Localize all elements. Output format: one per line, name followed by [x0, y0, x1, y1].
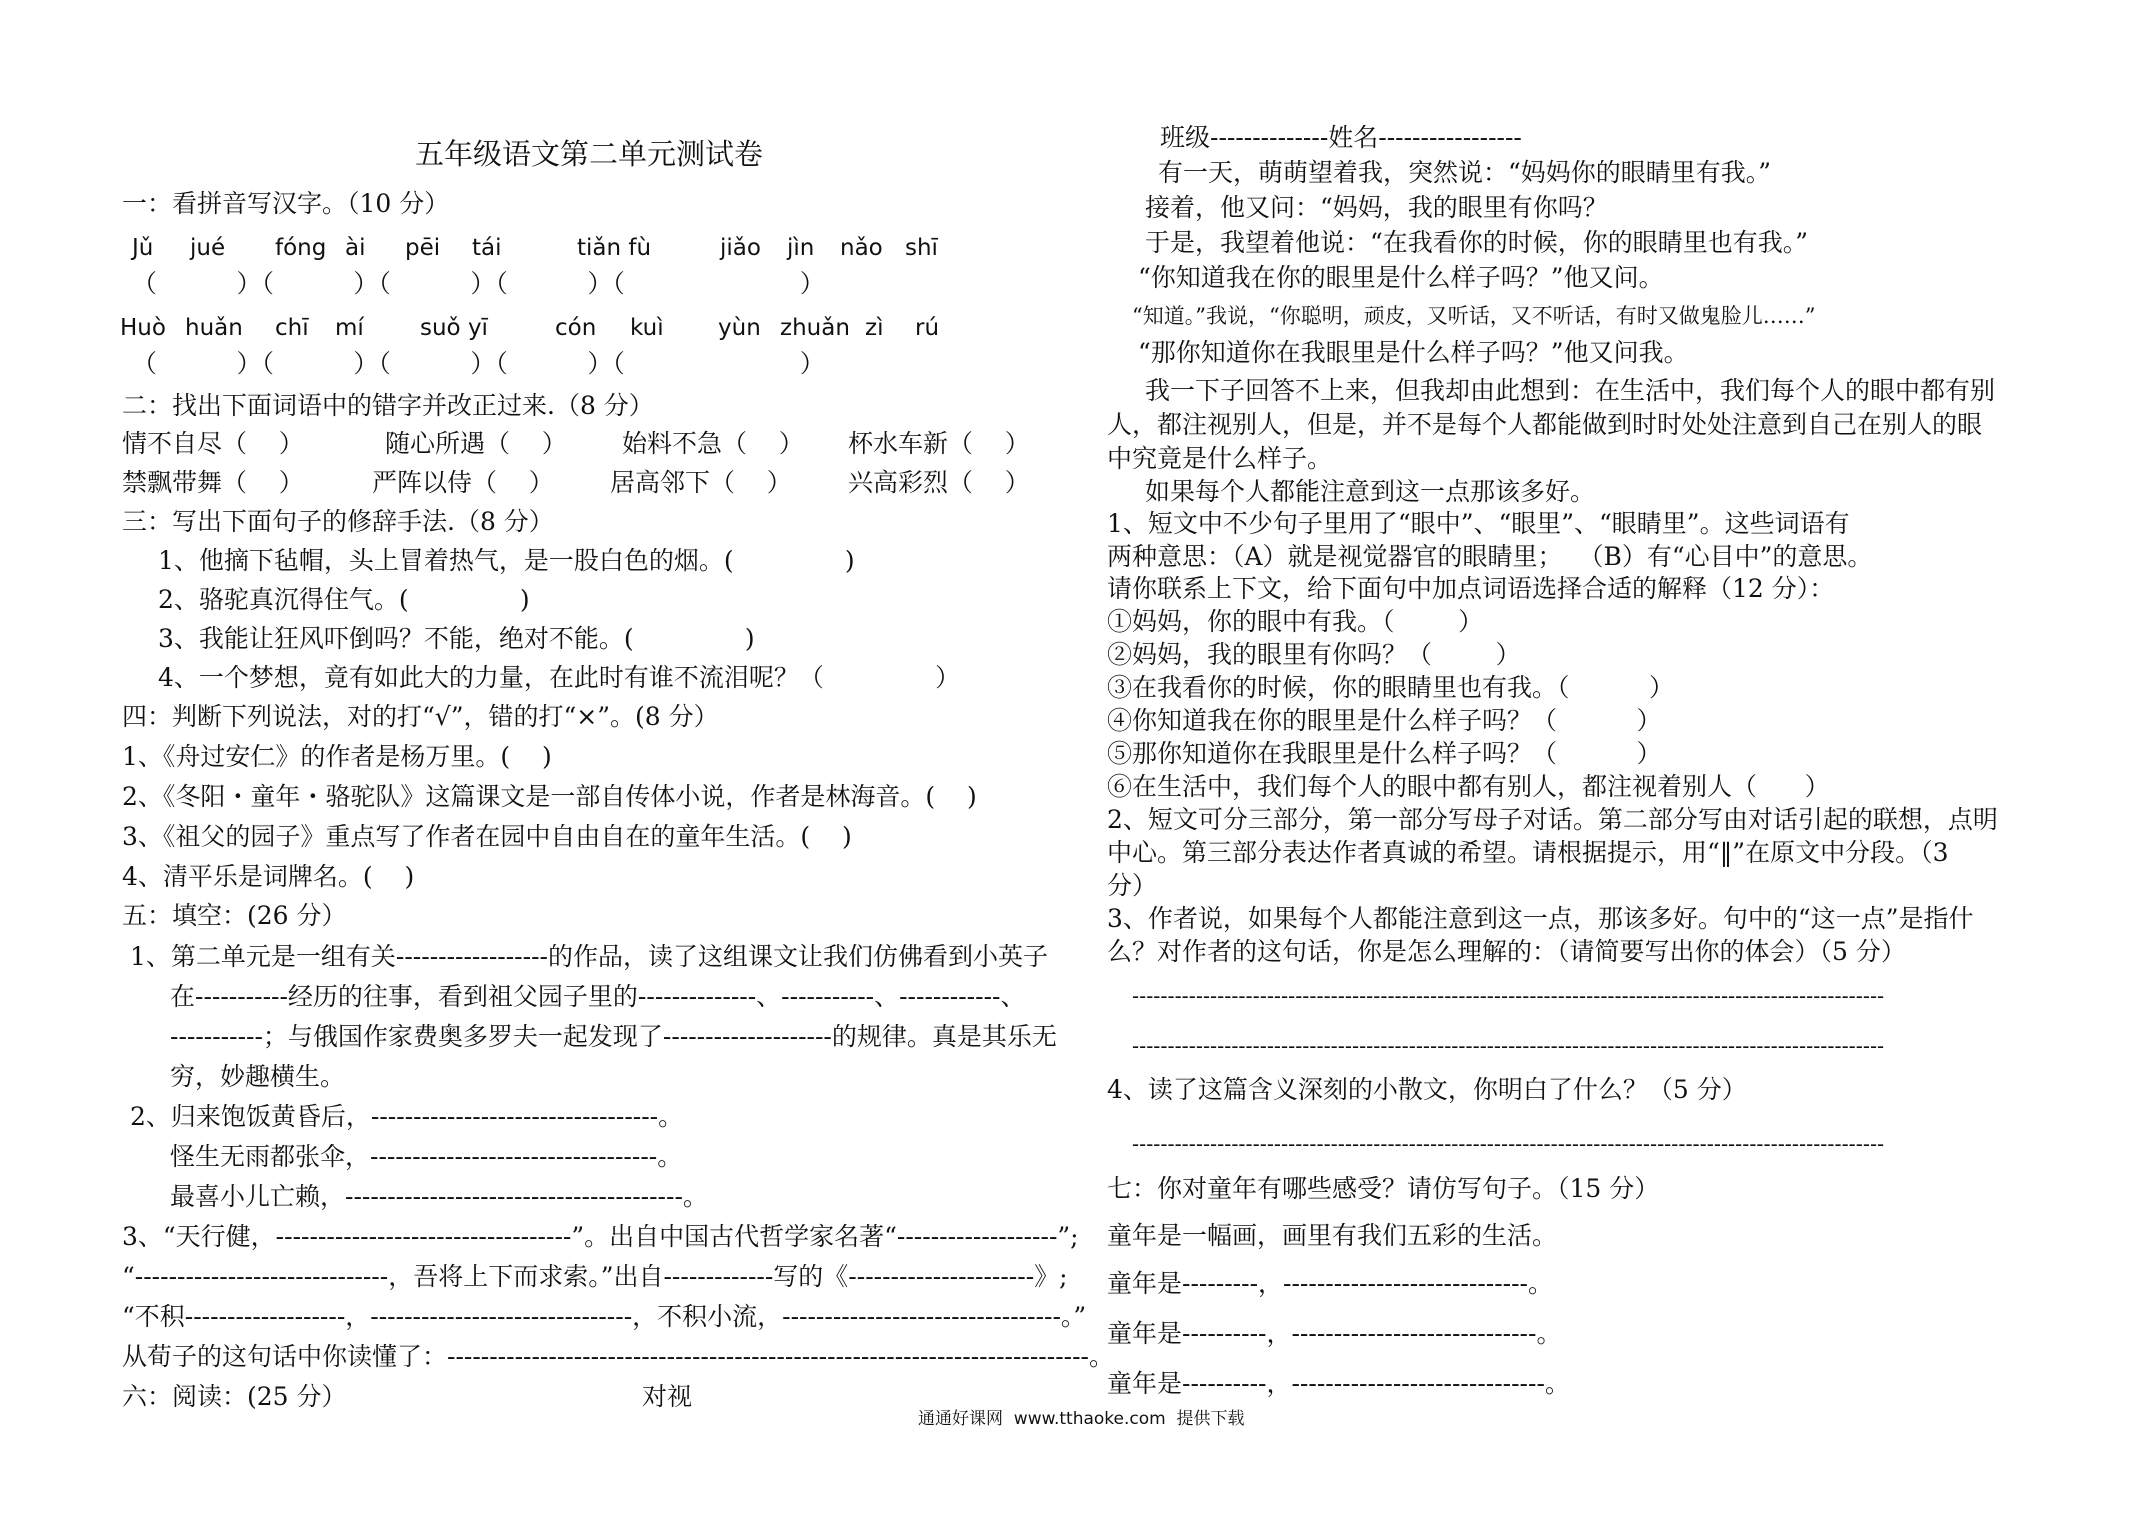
rhetoric-question: 2、骆驼真沉得住气。( ) — [158, 585, 530, 614]
story-paragraph: 接着，他又问：“妈妈，我的眼里有你吗？ — [1145, 193, 1608, 222]
fill-blank-line: 1、第二单元是一组有关------------------的作品，读了这组课文让我们仿佛看到小英子 — [130, 942, 1048, 971]
fill-blank-line: 穷，妙趣横生。 — [170, 1062, 346, 1091]
section-6-header: 六：阅读：(25 分） — [122, 1382, 347, 1411]
footer-credit: 通通好课网 www.tthaoke.com 提供下载 — [918, 1409, 1245, 1429]
fill-blank-line: -----------；与俄国作家费奥多罗夫一起发现了--------------------的规律。真是其乐无 — [170, 1022, 1057, 1051]
reading-title: 对视 — [642, 1382, 693, 1411]
pinyin: chī — [275, 315, 309, 341]
section-2-header: 二：找出下面词语中的错字并改正过来.（8 分） — [122, 391, 654, 420]
pinyin: nǎo — [840, 235, 883, 261]
pinyin: shī — [905, 235, 938, 261]
pinyin: zhuǎn — [780, 315, 850, 341]
story-paragraph: “你知道我在你的眼里是什么样子吗？”他又问。 — [1138, 263, 1664, 292]
section-4-header: 四：判断下列说法，对的打“√”，错的打“×”。(8 分） — [122, 702, 719, 731]
poem-line: 2、归来饱饭黄昏后，----------------------------------。 — [130, 1102, 684, 1131]
story-paragraph: 中究竟是什么样子。 — [1107, 444, 1333, 473]
pinyin: mí — [335, 315, 364, 341]
section-5-header: 五：填空：(26 分） — [122, 901, 347, 930]
section-3-header: 三：写出下面句子的修辞手法.（8 分） — [122, 507, 554, 536]
question-3-text: 3、作者说，如果每个人都能注意到这一点，那该多好。句中的“这一点”是指什 — [1107, 904, 1974, 933]
class-name-line: 班级--------------姓名----------------- — [1160, 123, 1522, 152]
poem-line: 最喜小儿亡赖，----------------------------------------。 — [170, 1182, 708, 1211]
pinyin: jiǎo — [720, 235, 761, 261]
story-paragraph: 人，都注视别人，但是，并不是每个人都能做到时时处处注意到自己在别人的眼 — [1107, 410, 1983, 439]
question-1-item: ⑤那你知道你在我眼里是什么样子吗？（ ） — [1107, 739, 1662, 768]
answer-line: ---------------------------------------------------------------------------------------------------------- — [1132, 1034, 1885, 1058]
typo-word: 杯水车新（ ） — [848, 429, 1030, 458]
fill-blank-line: 从荀子的这句话中你读懂了：----------------------------------------------------------------------------。 — [122, 1342, 1114, 1371]
answer-line: ---------------------------------------------------------------------------------------------------------- — [1132, 984, 1885, 1008]
typo-word: 严阵以侍（ ） — [372, 468, 554, 497]
pinyin: huǎn — [185, 315, 243, 341]
typo-word: 始料不急（ ） — [622, 429, 804, 458]
pinyin: Jǔ — [132, 235, 154, 261]
pinyin: jué — [190, 235, 226, 261]
question-1-item: ②妈妈，我的眼里有你吗？（ ） — [1107, 640, 1521, 669]
question-1-text: 1、短文中不少句子里用了“眼中”、“眼里”、“眼睛里”。这些词语有 — [1107, 509, 1850, 538]
question-4-text: 4、读了这篇含义深刻的小散文，你明白了什么？（5 分） — [1107, 1075, 1747, 1104]
question-1-text: 两种意思：（A）就是视觉器官的眼睛里； （B）有“心目中”的意思。 — [1107, 542, 1873, 571]
fill-blank-line: 在-----------经历的往事，看到祖父园子里的--------------、-----------、------------、 — [170, 982, 1026, 1011]
section-7-header: 七：你对童年有哪些感受？请仿写句子。（15 分） — [1107, 1174, 1660, 1203]
question-2-text: 分） — [1107, 871, 1158, 900]
rhetoric-question: 4、一个梦想，竟有如此大的力量，在此时有谁不流泪呢？（ ） — [158, 663, 961, 692]
question-1-text: 请你联系上下文，给下面句中加点词语选择合适的解释（12 分）： — [1107, 574, 1835, 603]
fill-blank-line: 3、“天行健，-----------------------------------”。出自中国古代哲学家名著“-------------------”; — [122, 1222, 1079, 1251]
pinyin: pēi — [405, 235, 441, 261]
pinyin: rú — [915, 315, 940, 341]
page-title: 五年级语文第二单元测试卷 — [415, 137, 764, 171]
question-1-item: ③在我看你的时候，你的眼睛里也有我。（ ） — [1107, 673, 1674, 702]
pinyin: yùn — [718, 315, 761, 341]
question-3-text: 么？对作者的这句话，你是怎么理解的：（请简要写出你的体会）（5 分） — [1107, 937, 1906, 966]
true-false-item: 4、清平乐是词牌名。( ) — [122, 862, 415, 891]
pinyin: zì — [865, 315, 884, 341]
answer-brackets-row-2: （ ）（ ）（ ）（ ）（ ） — [132, 349, 825, 378]
question-2-text: 2、短文可分三部分，第一部分写母子对话。第二部分写由对话引起的联想，点明 — [1107, 805, 1998, 834]
typo-word: 禁飘带舞（ ） — [122, 468, 304, 497]
story-paragraph: 于是，我望着他说：“在我看你的时候，你的眼睛里也有我。” — [1145, 228, 1809, 257]
imitation-line: 童年是----------，------------------------------。 — [1107, 1369, 1570, 1398]
true-false-item: 3、《祖父的园子》重点写了作者在园中自由自在的童年生活。( ) — [122, 822, 852, 851]
story-paragraph: “知道。”我说，“你聪明，顽皮，又听话，又不听话，有时又做鬼脸儿……” — [1132, 304, 1816, 328]
story-paragraph: 如果每个人都能注意到这一点那该多好。 — [1145, 477, 1596, 506]
question-1-item: ④你知道我在你的眼里是什么样子吗？（ ） — [1107, 706, 1662, 735]
fill-blank-line: “不积-------------------，-------------------------------，不积小流，---------------------------------。” — [122, 1302, 1087, 1331]
typo-word: 兴高彩烈（ ） — [848, 468, 1030, 497]
pinyin: cón — [555, 315, 597, 341]
pinyin: tái — [472, 235, 502, 261]
pinyin: kuì — [630, 315, 664, 341]
section-1-header: 一：看拼音写汉字。（10 分） — [122, 189, 450, 218]
pinyin: fóng — [275, 235, 327, 261]
fill-blank-line: “------------------------------，吾将上下而求索。”出自-------------写的《----------------------》; — [122, 1262, 1068, 1291]
rhetoric-question: 3、我能让狂风吓倒吗？不能，绝对不能。( ) — [158, 624, 755, 653]
imitation-example: 童年是一幅画，画里有我们五彩的生活。 — [1107, 1221, 1558, 1250]
rhetoric-question: 1、他摘下毡帽，头上冒着热气，是一股白色的烟。( ) — [158, 546, 855, 575]
question-1-item: ①妈妈，你的眼中有我。（ ） — [1107, 607, 1484, 636]
pinyin: Huò — [120, 315, 166, 341]
answer-brackets-row-1: （ ）（ ）（ ）（ ）（ ） — [132, 269, 825, 298]
question-1-item: ⑥在生活中，我们每个人的眼中都有别人，都注视着别人（ ） — [1107, 772, 1830, 801]
story-paragraph: “那你知道你在我眼里是什么样子吗？”他又问我。 — [1138, 338, 1689, 367]
poem-line: 怪生无雨都张伞，----------------------------------。 — [170, 1142, 683, 1171]
pinyin: tiǎn fù — [577, 235, 652, 261]
story-paragraph: 有一天，萌萌望着我，突然说：“妈妈你的眼睛里有我。” — [1158, 158, 1772, 187]
true-false-item: 1、《舟过安仁》的作者是杨万里。( ) — [122, 742, 552, 771]
story-paragraph: 我一下子回答不上来，但我却由此想到：在生活中，我们每个人的眼中都有别 — [1145, 376, 1996, 405]
pinyin: ài — [345, 235, 366, 261]
pinyin: jìn — [787, 235, 815, 261]
answer-line: ---------------------------------------------------------------------------------------------------------- — [1132, 1132, 1885, 1156]
typo-word: 居高邻下（ ） — [610, 468, 792, 497]
imitation-line: 童年是---------，-----------------------------。 — [1107, 1269, 1553, 1298]
pinyin: suǒ yī — [420, 315, 488, 341]
imitation-line: 童年是----------，-----------------------------。 — [1107, 1319, 1562, 1348]
typo-word: 情不自尽（ ） — [122, 429, 304, 458]
true-false-item: 2、《冬阳・童年・骆驼队》这篇课文是一部自传体小说，作者是林海音。( ) — [122, 782, 977, 811]
typo-word: 随心所遇（ ） — [385, 429, 567, 458]
question-2-text: 中心。第三部分表达作者真诚的希望。请根据提示，用“‖”在原文中分段。（3 — [1107, 838, 1949, 867]
